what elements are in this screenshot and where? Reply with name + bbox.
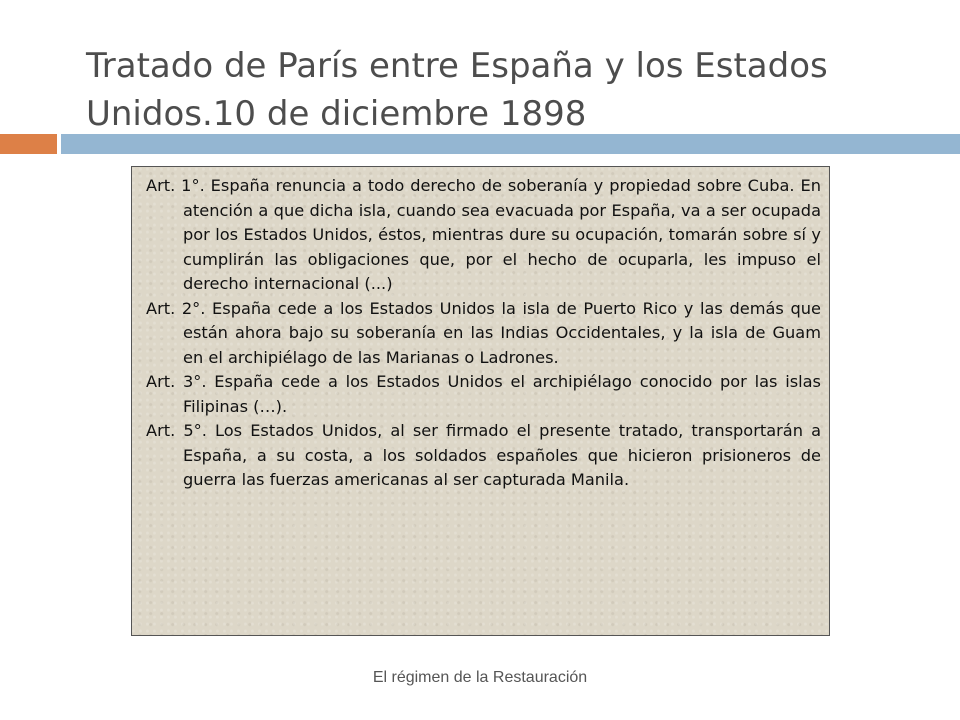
title-rule-bar [61,134,960,154]
article-3: Art. 3°. España cede a los Estados Unidos el archipiélago conocido por las islas Filipinas (…). [146,372,821,416]
article-1: Art. 1°. España renuncia a todo derecho de soberanía y propiedad sobre Cuba. En atención a que dicha isla, cuando sea evacuada por España, va a ser ocupada por los Estados Unidos, éstos, mientras dure su ocupación, tomarán sobre sí y cumplirán las obligaciones que, por el hecho de ocuparla, les impuso el derecho internacional (...) [146,176,821,293]
treaty-text-box [131,166,830,636]
article-5: Art. 5°. Los Estados Unidos, al ser firmado el presente tratado, transportarán a España, a su costa, a los soldados españoles que hicieron prisioneros de guerra las fuerzas americanas al ser capturada Manila. [146,421,821,489]
slide-footer: El régimen de la Restauración [372,669,588,686]
title-rule-accent [0,134,57,154]
slide-title: Tratado de París entre España y los Estados Unidos.10 de diciembre 1898 [86,46,828,134]
article-2: Art. 2°. España cede a los Estados Unidos la isla de Puerto Rico y las demás que están ahora bajo su soberanía en las Indias Occidentales, y la isla de Guam en el archipiélago de las Marianas o Ladrones. [146,298,821,367]
